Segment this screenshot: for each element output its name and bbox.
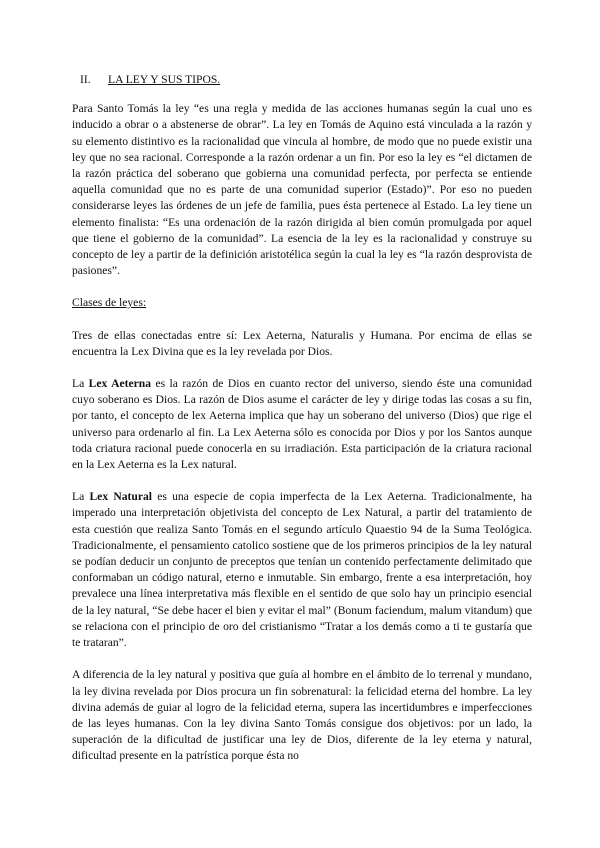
section-title: LA LEY Y SUS TIPOS. <box>108 73 221 86</box>
document-page <box>72 72 532 781</box>
lex-aeterna-term: Lex Aeterna <box>88 377 152 391</box>
paragraph-law-definition: Para Santo Tomás la ley “es una regla y medida de las acciones humanas según la cual uno es inducido a obrar o a abstenerse de obrar”. La ley en Tomás de Aquino está vinculada a la razón y su elemento distintivo es la racionalidad que vincula al hombre, de modo que no puede existir una ley que no sea racional. Corresponde a la razón ordenar a un fin. Por eso la ley es “el dictamen de la razón práctica del soberano que gobierna una comunidad perfecta, por perfecta se entiende aquella comunidad que no es parte de una comunidad superior (Estado)”. Por eso no pueden considerarse leyes las órdenes de un jefe de familia, pues ésta pertenece al Estado. La ley tiene un elemento finalista: “Es una ordenación de la razón dirigida al bien común promulgada por aquel que tiene el gobierno de la comunidad”. La esencia de la ley es la racionalidad y construye su concepto de ley a partir de la definición aristotélica según la cual la ley es “la razón desprovista de pasiones”. <box>72 102 532 278</box>
paragraph-three-laws: Tres de ellas conectadas entre sí: Lex Aeterna, Naturalis y Humana. Por encima de ellas se encuentra la Lex Divina que es la ley revelada por Dios. <box>72 328 532 358</box>
lex-natural-term: Lex Natural <box>89 490 152 504</box>
lex-natural-intro: La <box>72 490 90 504</box>
paragraph-divine-law: A diferencia de la ley natural y positiva que guía al hombre en el ámbito de lo terrenal y mundano, la ley divina revelada por Dios procura un fin sobrenatural: la felicidad eterna del hombre. La ley divina además de guiar al logro de la felicidad eterna, supera las incertidumbres e imperfecciones de las leyes humanas. Con la ley divina Santo Tomás consigue dos objetivos: por un lado, la superación de la dificultad de justificar una ley de Dios, diferente de la ley eterna y natural, dificultad presente en la patrística porque ésta no <box>72 668 532 763</box>
section-heading <box>80 72 532 88</box>
section-number: II. <box>80 73 91 86</box>
paragraph-lex-aeterna <box>72 376 532 473</box>
paragraph-lex-natural <box>72 489 532 651</box>
subheading-types-of-laws: Clases de leyes: <box>72 296 147 310</box>
lex-aeterna-intro: La <box>72 377 89 391</box>
lex-aeterna-body: es la razón de Dios en cuanto rector del universo, siendo éste una comunidad cuyo soberano es Dios. La razón de Dios asume el carácter de ley y dirige todas las cosas a su fin, por tanto, el concepto de lex Aeterna implica que hay un soberano del universo (Dios) que rige el universo para ordenarlo al fin. La Lex Aeterna sólo es conocida por Dios y por los Santos aunque toda criatura racional puede conocerla en su irradiación. Esta participación de la criatura racional en la Lex Aeterna es la Lex natural. <box>72 377 532 472</box>
lex-natural-body: es una especie de copia imperfecta de la Lex Aeterna. Tradicionalmente, ha imperado una interpretación objetivista del concepto de Lex Natural, a partir del tratamiento de esta cuestión que realiza Santo Tomás en el segundo artículo Quaestio 94 de la Suma Teológica. Tradicionalmente, el pensamiento catolico sostiene que de los primeros principios de la ley natural se podían deducir un conjunto de preceptos que tenían un contenido perfectamente delimitado que conformaban un código natural, eterno e inmutable. Sin embargo, frente a esa interpretación, hoy prevalece una línea interpretativa más flexible en el sentido de que solo hay un principio esencial de la ley natural, “Se debe hacer el bien y evitar el mal” (Bonum faciendum, malum vitandum) que se relaciona con el principio de oro del cristianismo “Tratar a los demás como a ti te gustaría que te trataran”. <box>72 490 533 650</box>
